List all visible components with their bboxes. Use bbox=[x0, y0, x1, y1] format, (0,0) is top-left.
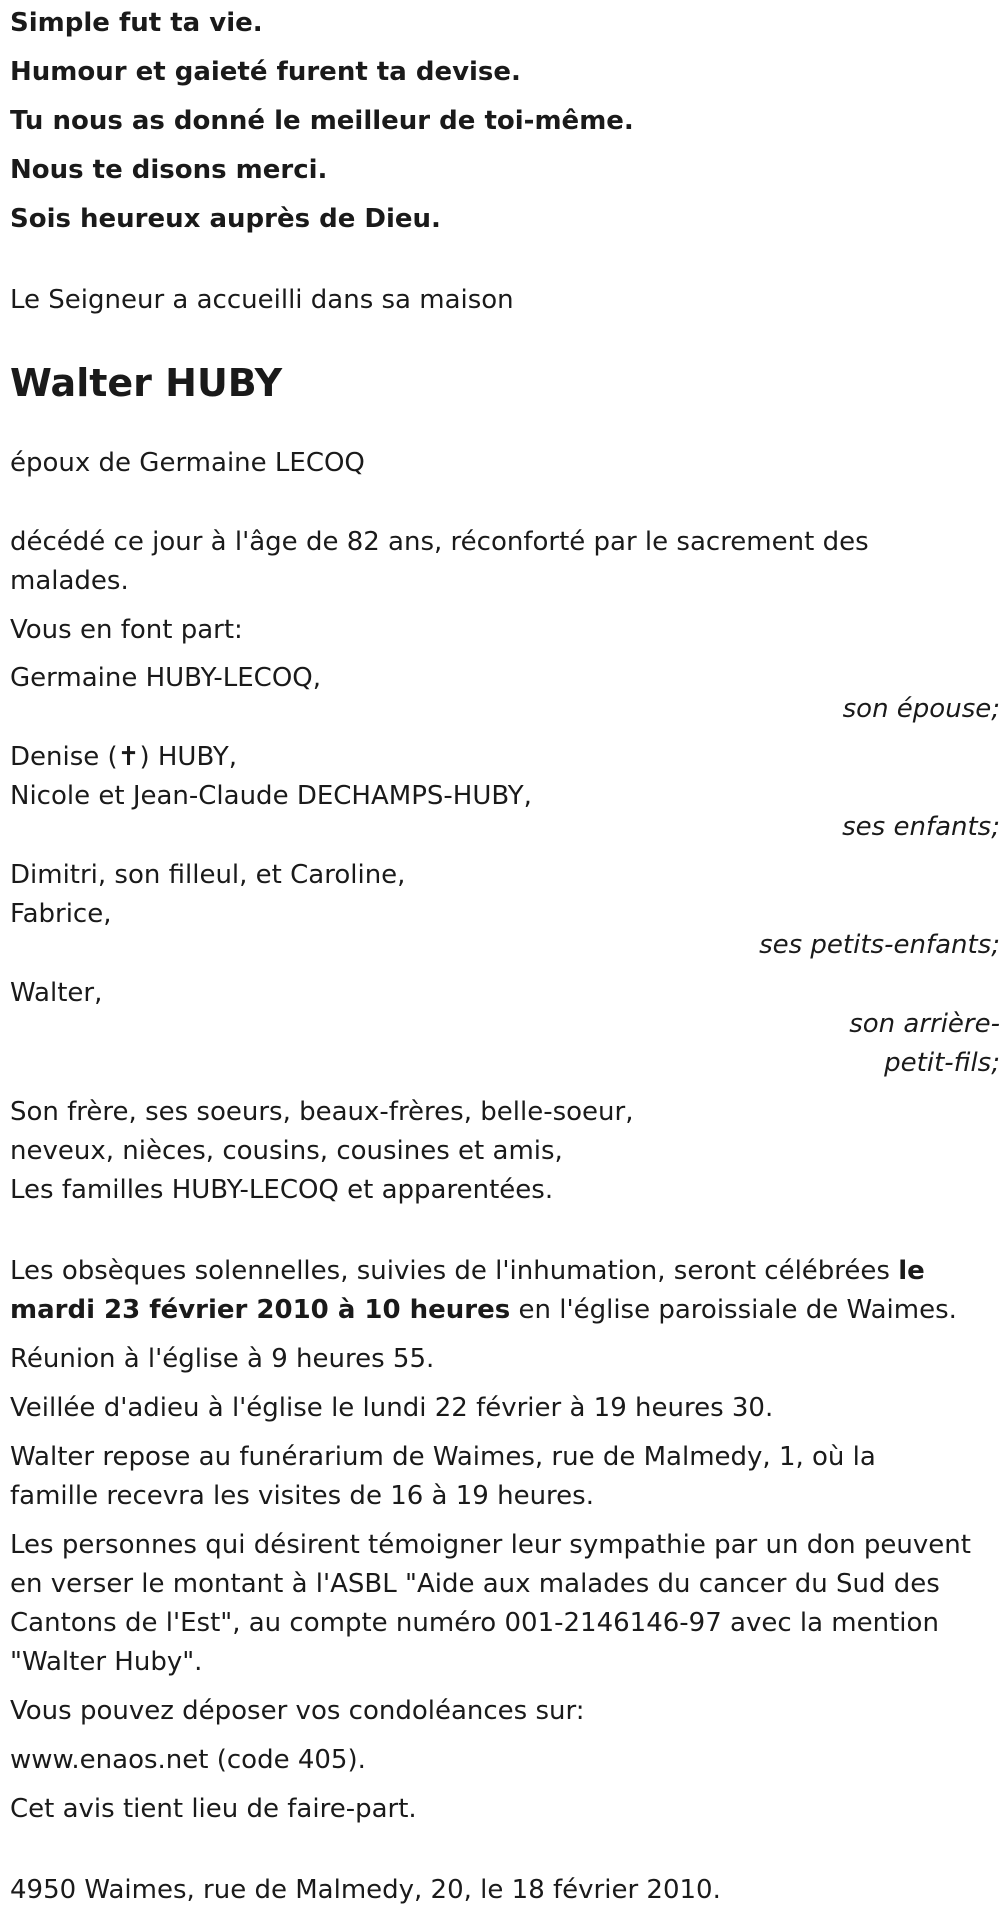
family-member: Germaine HUBY-LECOQ, bbox=[10, 663, 322, 693]
deceased-name: Walter HUBY bbox=[10, 361, 283, 405]
family-group-grandchildren bbox=[10, 856, 1000, 965]
other-family-line: Les familles HUBY-LECOQ et apparentées. bbox=[10, 1175, 554, 1205]
family-member: Fabrice, bbox=[10, 899, 112, 929]
closing-line: 4950 Waimes, rue de Malmedy, 20, le 18 février 2010. bbox=[10, 1875, 721, 1905]
family-member: Nicole et Jean-Claude DECHAMPS-HUBY, bbox=[10, 781, 532, 811]
funeral-text: en l'église paroissiale de Waimes. bbox=[510, 1295, 957, 1325]
other-family-line: Son frère, ses soeurs, beaux-frères, belle-soeur, bbox=[10, 1097, 634, 1127]
poem bbox=[10, 0, 990, 239]
other-family bbox=[10, 1093, 990, 1210]
vigil-info: Veillée d'adieu à l'église le lundi 22 février à 19 heures 30. bbox=[10, 1393, 774, 1423]
family-member: Dimitri, son filleul, et Caroline, bbox=[10, 860, 406, 890]
spouse-line: époux de Germaine LECOQ bbox=[10, 448, 365, 478]
family-group-children bbox=[10, 738, 1000, 847]
relation-label: son arrière-petit-fils; bbox=[849, 1009, 1000, 1078]
poem-line: Tu nous as donné le meilleur de toi-même. bbox=[10, 106, 634, 136]
other-family-line: neveux, nièces, cousins, cousines et amis, bbox=[10, 1136, 563, 1166]
relation-label: son épouse; bbox=[842, 694, 1000, 724]
family-group-spouse bbox=[10, 659, 1000, 729]
intro-text: Le Seigneur a accueilli dans sa maison bbox=[10, 285, 514, 315]
visitation-info: Walter repose au funérarium de Waimes, rue de Malmedy, 1, où la famille recevra les visites de 16 à 19 heures. bbox=[10, 1442, 876, 1511]
donation-info: Les personnes qui désirent témoigner leur sympathie par un don peuvent en verser le montant à l'ASBL "Aide aux malades du cancer du Sud des Cantons de l'Est", au compte numéro 001-2146146-97 avec la mention "Walter Huby". bbox=[10, 1530, 971, 1677]
poem-line: Sois heureux auprès de Dieu. bbox=[10, 204, 441, 234]
condolences-info: Vous pouvez déposer vos condoléances sur: bbox=[10, 1696, 585, 1726]
relation-label: ses enfants; bbox=[842, 812, 1000, 842]
condolences-link[interactable]: www.enaos.net (code 405). bbox=[10, 1745, 366, 1775]
notice-info: Cet avis tient lieu de faire-part. bbox=[10, 1794, 417, 1824]
funeral-text: Les obsèques solennelles, suivies de l'inhumation, seront célébrées bbox=[10, 1256, 899, 1286]
poem-line: Simple fut ta vie. bbox=[10, 8, 263, 38]
family-member: Denise (✝) HUBY, bbox=[10, 742, 238, 772]
funeral-date: le mardi 23 février 2010 à 10 heures bbox=[10, 1256, 925, 1325]
poem-line: Humour et gaieté furent ta devise. bbox=[10, 57, 521, 87]
poem-line: Nous te disons merci. bbox=[10, 155, 328, 185]
relation-label: ses petits-enfants; bbox=[759, 930, 1000, 960]
family-member: Walter, bbox=[10, 978, 103, 1008]
meeting-info: Réunion à l'église à 9 heures 55. bbox=[10, 1344, 435, 1374]
family-group-great-grandchild bbox=[10, 974, 1000, 1083]
deceased-line: décédé ce jour à l'âge de 82 ans, réconforté par le sacrement des malades. bbox=[10, 527, 869, 596]
announce-text: Vous en font part: bbox=[10, 615, 243, 645]
funeral-info bbox=[10, 1252, 970, 1330]
